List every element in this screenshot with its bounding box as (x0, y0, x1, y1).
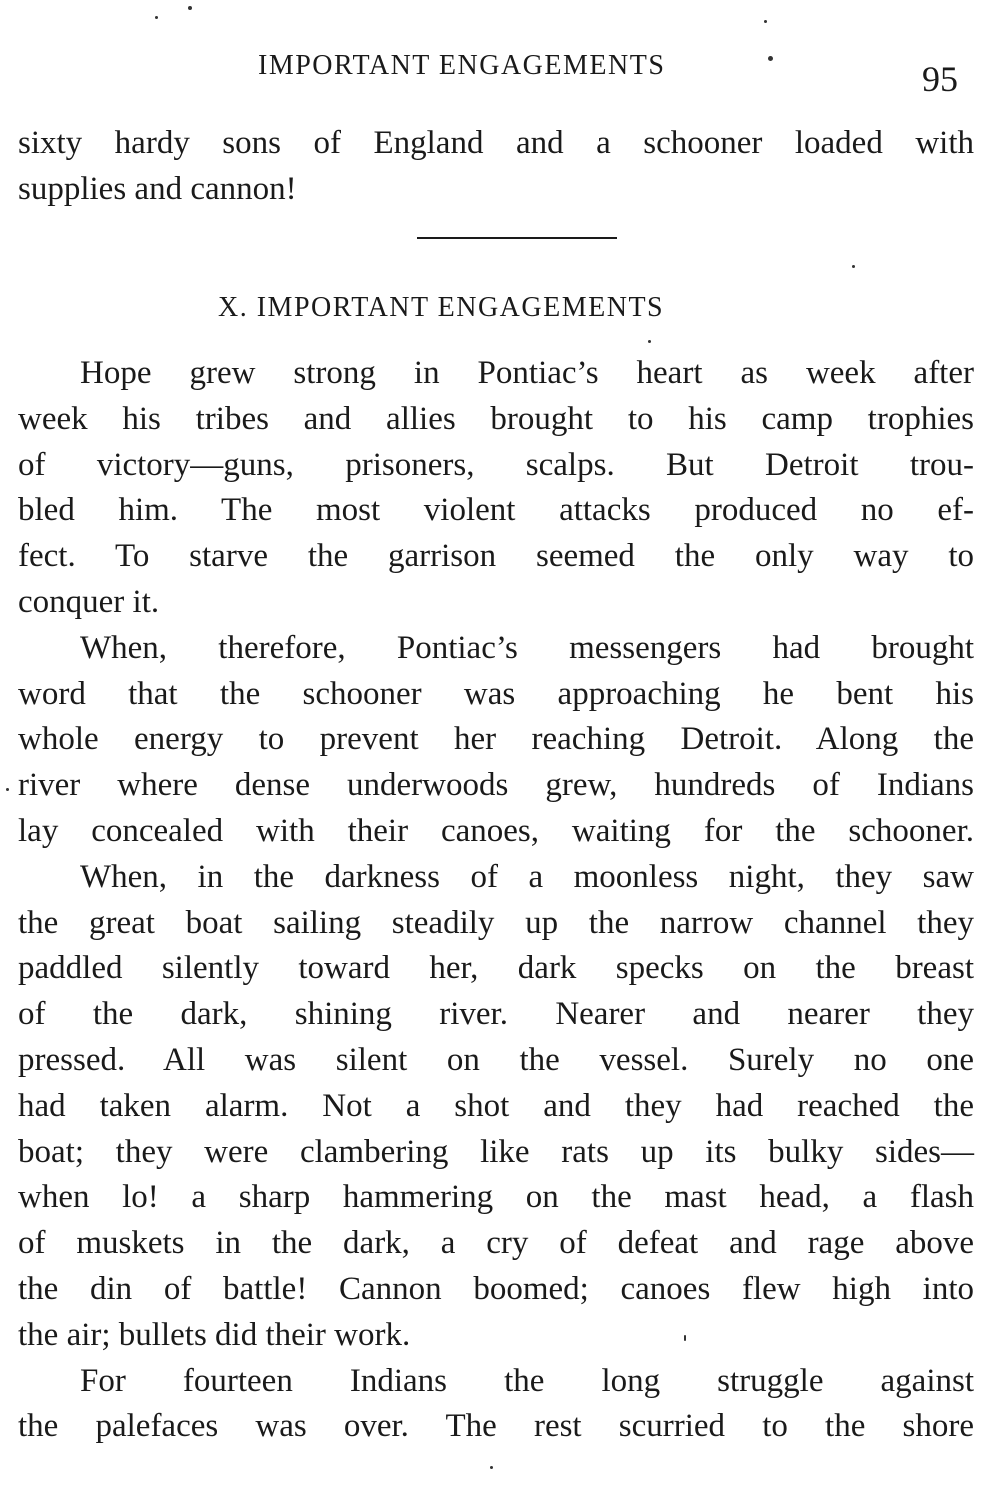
scan-speck (6, 788, 9, 791)
text-line: When, in the darkness of a moonless night, they saw (80, 858, 974, 895)
scan-speck (648, 340, 651, 343)
text-line: the air; bullets did their work. (18, 1316, 411, 1353)
text-line: bled him. The most violent attacks produced no ef- (18, 492, 974, 529)
text-line: sixty hardy sons of England and a schooner loaded with (18, 125, 974, 161)
scan-speck (852, 265, 855, 268)
text-line: fect. To starve the garrison seemed the only way to (18, 538, 974, 575)
continuation-text (18, 121, 974, 213)
text-line: supplies and cannon! (18, 170, 297, 207)
text-line: of the dark, shining river. Nearer and nearer they (18, 996, 974, 1033)
text-line: of victory—guns, prisoners, scalps. But Detroit trou- (18, 446, 974, 483)
text-line: conquer it. (18, 583, 160, 620)
text-line: Hope grew strong in Pontiac’s heart as week after (80, 355, 974, 391)
running-head: IMPORTANT ENGAGEMENTS (258, 50, 666, 81)
scan-speck (155, 16, 158, 19)
scan-speck (490, 1466, 493, 1469)
text-line: when lo! a sharp hammering on the mast head, a flash (18, 1179, 974, 1216)
scan-speck (188, 6, 192, 10)
text-line: of muskets in the dark, a cry of defeat and rage above (18, 1225, 974, 1262)
text-line: For fourteen Indians the long struggle against (80, 1362, 974, 1399)
scan-speck (764, 20, 767, 23)
text-line: the palefaces was over. The rest scurried to the shore (18, 1408, 974, 1445)
text-line: pressed. All was silent on the vessel. Surely no one (18, 1041, 974, 1078)
text-line: boat; they were clambering like rats up its bulky sides— (18, 1133, 974, 1170)
section-heading: X. IMPORTANT ENGAGEMENTS (218, 292, 665, 323)
text-line: had taken alarm. Not a shot and they had reached the (18, 1087, 974, 1124)
scan-speck (768, 56, 773, 61)
paragraph-1 (18, 351, 974, 1450)
text-line: word that the schooner was approaching he bent his (18, 675, 974, 712)
text-line: week his tribes and allies brought to his camp trophies (18, 400, 974, 437)
scan-speck (684, 1335, 686, 1341)
text-line: paddled silently toward her, dark specks on the breast (18, 950, 974, 987)
text-line: whole energy to prevent her reaching Detroit. Along the (18, 721, 974, 758)
text-line: lay concealed with their canoes, waiting for the schooner. (18, 812, 974, 849)
text-line: When, therefore, Pontiac’s messengers had brought (80, 629, 974, 666)
text-line: the din of battle! Cannon boomed; canoes flew high into (18, 1270, 974, 1307)
text-line: river where dense underwoods grew, hundreds of Indians (18, 767, 974, 804)
section-divider (417, 237, 617, 239)
page-number: 95 (922, 59, 958, 99)
text-line: the great boat sailing steadily up the narrow channel they (18, 904, 974, 941)
